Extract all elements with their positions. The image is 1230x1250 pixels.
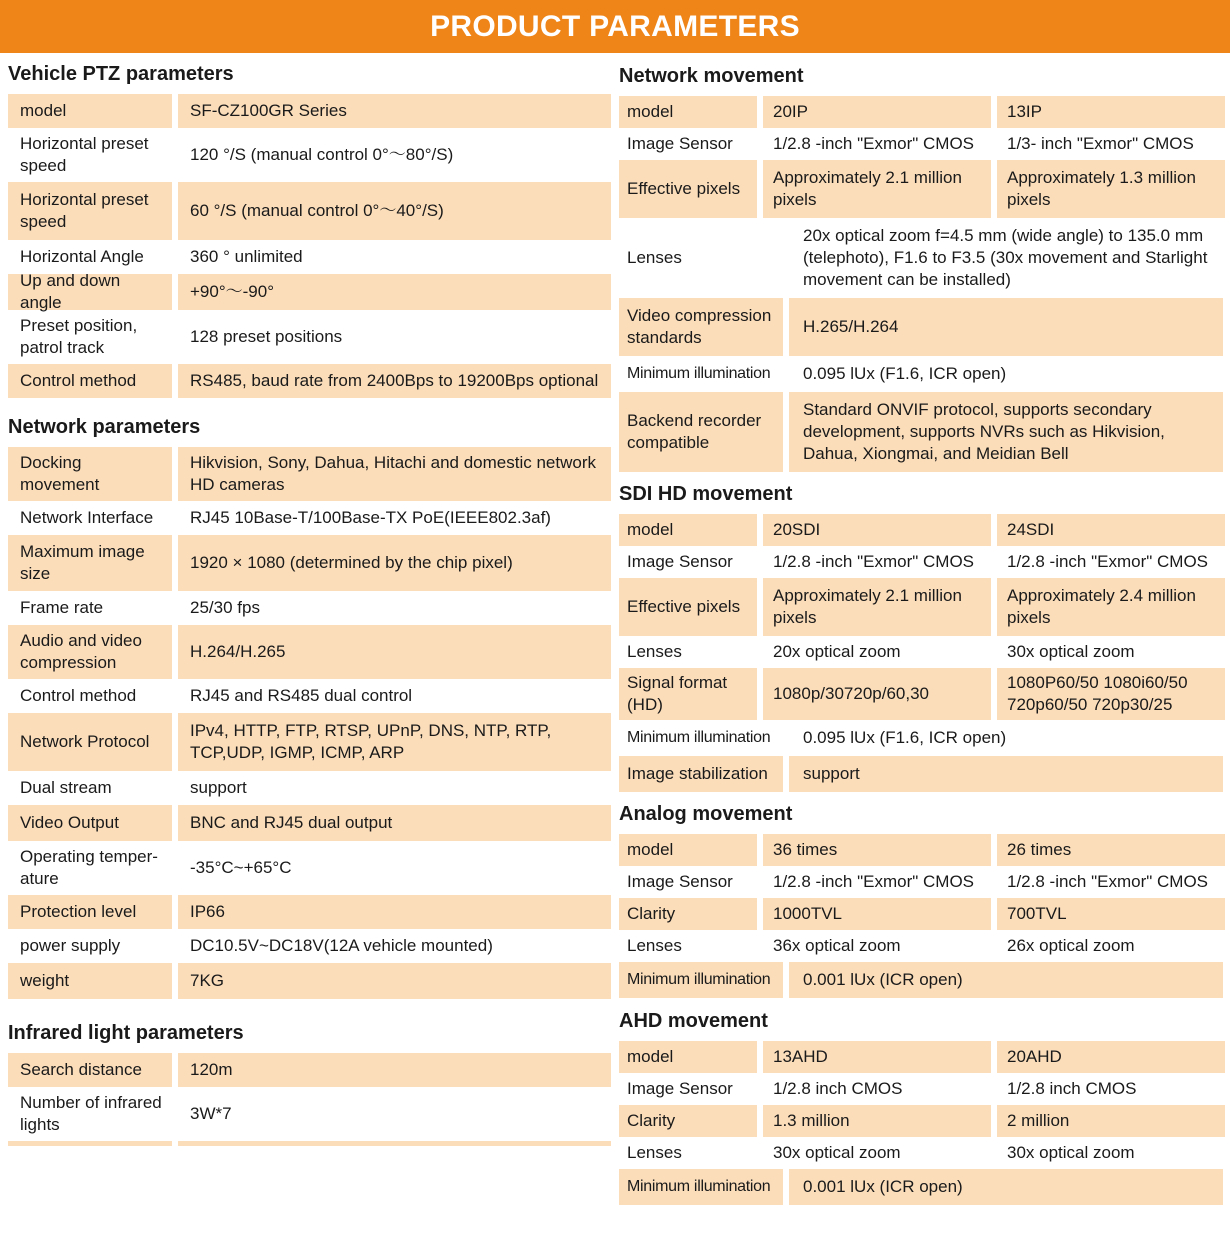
param-label: Up and down angle <box>8 274 172 310</box>
param-value: 36x optical zoom <box>773 936 901 955</box>
param-value: 0.095 lUx (F1.6, ICR open) <box>803 364 1007 383</box>
analog-table-2 <box>619 962 1223 998</box>
param-label: Horizontal Angle <box>20 247 144 266</box>
param-value: 20IP <box>763 96 991 128</box>
param-value: 20AHD <box>997 1041 1225 1073</box>
param-value: support <box>789 756 1223 792</box>
param-value: 30x optical zoom <box>773 1143 901 1162</box>
param-value: 1080p/30720p/60,30 <box>763 668 991 720</box>
param-value: +90°～-90° <box>178 274 611 310</box>
section-title: AHD movement <box>619 1010 768 1032</box>
page-title: PRODUCT PARAMETERS <box>0 0 1230 53</box>
param-label: model <box>619 834 757 866</box>
param-label: Control method <box>20 686 137 705</box>
section-title: Network parameters <box>8 416 201 438</box>
param-value: 24SDI <box>997 514 1225 546</box>
param-label: Maximum image size <box>8 535 172 591</box>
param-value: 360 ° unlimited <box>190 247 303 266</box>
network-params-table <box>8 447 611 999</box>
param-value: 1/2.8 -inch "Exmor" CMOS <box>773 134 975 153</box>
param-label: Docking movement <box>8 447 172 501</box>
param-label: Protection level <box>8 895 172 929</box>
param-label: Lenses <box>627 936 682 955</box>
param-value: 700TVL <box>997 898 1225 930</box>
param-label: model <box>619 1041 757 1073</box>
param-value: 1/2.8 -inch "Exmor" CMOS <box>773 872 975 891</box>
vehicle-table <box>8 94 611 398</box>
param-label: Effective pixels <box>619 578 757 636</box>
param-label: power supply <box>20 936 121 955</box>
param-label: Backend recorder compatible <box>619 392 783 472</box>
ahd-table-2 <box>619 1169 1223 1205</box>
param-value: 0.095 lUx (F1.6, ICR open) <box>803 728 1007 747</box>
param-value: BNC and RJ45 dual output <box>178 805 611 841</box>
param-value: 25/30 fps <box>190 598 260 617</box>
param-value: 1080P60/50 1080i60/50 720p60/50 720p30/25 <box>997 668 1225 720</box>
param-value: 128 preset positions <box>190 327 343 346</box>
param-value: RS485, baud rate from 2400Bps to 19200Bps optional <box>178 364 611 398</box>
param-value: 1920 × 1080 (determined by the chip pixel) <box>178 535 611 591</box>
section-title: Analog movement <box>619 803 793 825</box>
param-value: DC10.5V~DC18V(12A vehicle mounted) <box>190 936 493 955</box>
param-label: weight <box>8 963 172 999</box>
param-label: Effective pixels <box>619 160 757 218</box>
param-value: H.265/H.264 <box>789 298 1223 356</box>
param-value: 0.001 lUx (ICR open) <box>789 962 1223 998</box>
param-label: Horizontal preset speed <box>8 182 172 240</box>
param-value: 60 °/S (manual control 0°～40°/S) <box>178 182 611 240</box>
param-label: Image Sensor <box>627 134 733 153</box>
network-movement-table-2 <box>619 218 1223 472</box>
param-label: model <box>8 94 172 128</box>
param-value: 30x optical zoom <box>1007 642 1135 661</box>
param-label: Horizontal preset speed <box>20 134 149 175</box>
param-value: H.264/H.265 <box>178 625 611 679</box>
param-label: Image Sensor <box>627 552 733 571</box>
param-label: Dual stream <box>20 778 112 797</box>
param-label: Audio and video compression <box>8 625 172 679</box>
param-value: 26 times <box>997 834 1225 866</box>
param-value: IPv4, HTTP, FTP, RTSP, UPnP, DNS, NTP, RTP, TCP,UDP, IGMP, ICMP, ARP <box>178 713 611 771</box>
param-value: 1/2.8 -inch "Exmor" CMOS <box>1007 872 1209 891</box>
param-label: Video compression standards <box>619 298 783 356</box>
param-label: Clarity <box>619 898 757 930</box>
param-value: support <box>190 778 247 797</box>
param-label: Control method <box>8 364 172 398</box>
param-value: 7KG <box>178 963 611 999</box>
param-value: 20SDI <box>763 514 991 546</box>
param-value: RJ45 10Base-T/100Base-TX PoE(IEEE802.3af) <box>190 508 551 527</box>
param-label: Search distance <box>8 1053 172 1087</box>
right-column <box>619 55 1223 1205</box>
param-value: 13IP <box>997 96 1225 128</box>
section-title: SDI HD movement <box>619 483 793 505</box>
param-value: IP66 <box>178 895 611 929</box>
param-value: Standard ONVIF protocol, supports secondary development, supports NVRs such as Hikvision, Dahua, Xiongmai, and Meidian Bell <box>789 392 1223 472</box>
param-value: 13AHD <box>763 1041 991 1073</box>
param-label: Minimum illumination <box>619 962 783 998</box>
param-label: model <box>619 96 757 128</box>
infrared-table <box>8 1053 611 1141</box>
param-label: Lenses <box>627 248 682 267</box>
left-column <box>8 55 611 1146</box>
param-label: Clarity <box>619 1105 757 1137</box>
param-value: SF-CZ100GR Series <box>178 94 611 128</box>
param-label: Minimum illumination <box>627 729 771 746</box>
section-title: Network movement <box>619 65 804 87</box>
param-value: Approximately 2.1 million pixels <box>763 578 991 636</box>
param-value: 120m <box>178 1053 611 1087</box>
sdi-table <box>619 514 1223 720</box>
param-value: RJ45 and RS485 dual control <box>190 686 413 705</box>
param-label: Network Protocol <box>8 713 172 771</box>
param-value: Approximately 2.4 million pixels <box>997 578 1225 636</box>
param-value: 3W*7 <box>190 1104 232 1123</box>
param-value: 1/2.8 -inch "Exmor" CMOS <box>1007 552 1209 571</box>
param-value: 1/3- inch "Exmor" CMOS <box>1007 134 1194 153</box>
infrared-table-end <box>8 1141 611 1146</box>
param-label: Image Sensor <box>627 1079 733 1098</box>
param-label: Frame rate <box>20 598 104 617</box>
section-title: Vehicle PTZ parameters <box>8 63 234 85</box>
param-value: 26x optical zoom <box>1007 936 1135 955</box>
param-label: Operating temper-ature <box>20 847 158 888</box>
param-value: 2 million <box>997 1105 1225 1137</box>
param-label: Image Sensor <box>627 872 733 891</box>
param-value: 120 °/S (manual control 0°～80°/S) <box>190 145 454 164</box>
param-label: Video Output <box>8 805 172 841</box>
param-value: -35°C~+65°C <box>190 858 292 877</box>
section-title: Infrared light parameters <box>8 1022 244 1044</box>
param-value: Approximately 2.1 million pixels <box>763 160 991 218</box>
param-label: Image stabilization <box>619 756 783 792</box>
param-label: Number of infrared lights <box>20 1093 162 1134</box>
param-value: 20x optical zoom <box>773 642 901 661</box>
param-value: 1/2.8 -inch "Exmor" CMOS <box>773 552 975 571</box>
param-label: Network Interface <box>20 508 154 527</box>
param-value: Hikvision, Sony, Dahua, Hitachi and domestic network HD cameras <box>178 447 611 501</box>
row-divider <box>178 1141 611 1146</box>
param-label: Lenses <box>627 1143 682 1162</box>
param-value: 30x optical zoom <box>1007 1143 1135 1162</box>
param-value: 1000TVL <box>763 898 991 930</box>
ahd-table <box>619 1041 1223 1169</box>
network-movement-table <box>619 96 1223 218</box>
row-divider <box>8 1141 172 1146</box>
param-label: Minimum illumination <box>627 365 771 382</box>
param-value: 0.001 lUx (ICR open) <box>789 1169 1223 1205</box>
param-value: 36 times <box>763 834 991 866</box>
param-value: 1/2.8 inch CMOS <box>773 1079 903 1098</box>
param-label: Lenses <box>627 642 682 661</box>
param-label: Minimum illumination <box>619 1169 783 1205</box>
sdi-table-2 <box>619 720 1223 792</box>
param-value: 1.3 million <box>763 1105 991 1137</box>
param-label: Preset position, patrol track <box>20 316 138 357</box>
param-value: 1/2.8 inch CMOS <box>1007 1079 1137 1098</box>
param-label: model <box>619 514 757 546</box>
param-label: Signal format (HD) <box>619 668 757 720</box>
param-value: 20x optical zoom f=4.5 mm (wide angle) to 135.0 mm (telephoto), F1.6 to F3.5 (30x movement and Starlight movement can be installed) <box>803 226 1208 289</box>
analog-table <box>619 834 1223 962</box>
param-value: Approximately 1.3 million pixels <box>997 160 1225 218</box>
